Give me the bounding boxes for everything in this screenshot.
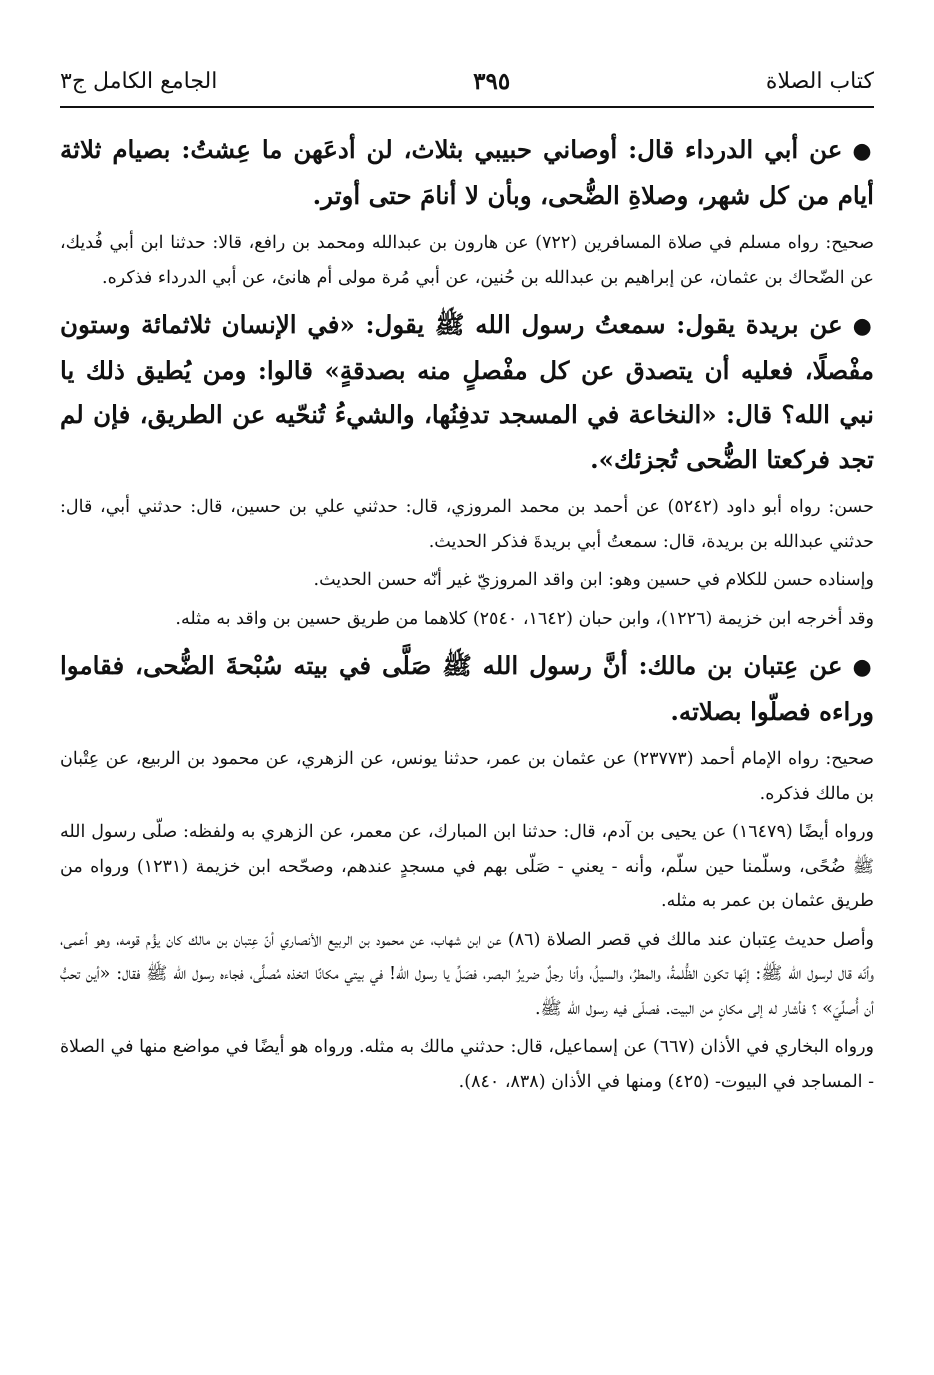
- page-header: [60, 62, 874, 100]
- hadith-paragraph: [60, 644, 874, 734]
- hadith-text: عن أبي الدرداء قال: أوصاني حبيبي بثلاث، لن أدعَهن ما عِشتُ: بصيام ثلاثة أيام من كل شهر، وصلاةِ الضُّحى، وبأن لا أنامَ حتى أوتر.: [60, 135, 874, 210]
- takhrij-note: صحيح: رواه مسلم في صلاة المسافرين (٧٢٢) عن هارون بن عبدالله ومحمد بن رافع، قالا: حدثنا ابن أبي فُديك، عن الضّحاك بن عثمان، عن إبراهيم بن عبدالله بن حُنين، عن أبي مُرة مولى أم هانئ، عن أبي الدرداء فذكره.: [60, 233, 874, 288]
- hadith-paragraph: [60, 128, 874, 218]
- bullet-icon: ●: [852, 138, 874, 164]
- takhrij-note: وأصل حديث عِتبان عند مالك في قصر الصلاة (٨٦) عن ابن شهاب، عن محمود بن الربيع الأنصاري أنّ عِتبان بن مالك كان يؤُم قومه، وهو أعمى، وأنّه قال لرسول الله ﷺ: إنّها تكون الظُّلمةُ، والمطرُ، والسيلُ، وأنا رجلٌ ضريرُ البصر، فصَلِّ يا رسول الله! في بيتي مكانًا اتخذه مُصلًّى، فجاءه رسول الله ﷺ فقال: «أين تحبُّ أن أُصلِّيَ» ؟ فأشار له إلى مكانٍ من البيت. فصلّى فيه رسول الله ﷺ.: [60, 929, 875, 1019]
- takhrij-note: ورواه أيضًا (١٦٤٧٩) عن يحيى بن آدم، قال: حدثنا ابن المبارك، عن معمر، عن الزهري به ولفظه: صلّى رسول الله ﷺ ضُحًى، وسلّمنا حين سلّم، وأنه - يعني - صَلّى بهم في مسجدٍ عندهم، وصحّحه ابن خزيمة (١٢٣١) ورواه من طريق عثمان بن عمر به مثله.: [60, 822, 875, 911]
- takhrij-note: وإسناده حسن للكلام في حسين وهو: ابن واقد المروزيّ غير أنّه حسن الحديث.: [313, 570, 874, 590]
- takhrij-note: حسن: رواه أبو داود (٥٢٤٢) عن أحمد بن محمد المروزي، قال: حدثني علي بن حسين، قال: حدثني أبي، قال: حدثني عبدالله بن بريدة، قال: سمعتُ أبي بريدةَ فذكر الحديث.: [60, 497, 874, 552]
- bullet-icon: ●: [852, 313, 874, 339]
- takhrij-note: وقد أخرجه ابن خزيمة (١٢٢٦)، وابن حبان (١٦٤٢، ٢٥٤٠) كلاهما من طريق حسين بن واقد به مثله.: [175, 608, 874, 629]
- hadith-text: عن عِتبان بن مالك: أنَّ رسول الله ﷺ صَلَّى في بيته سُبْحةَ الضُّحى، فقاموا وراءه فصلّوا بصلاته.: [60, 651, 874, 726]
- page-number: ٣٩٥: [473, 67, 511, 95]
- page-body: [60, 128, 874, 1099]
- hadith-text: عن بريدة يقول: سمعتُ رسول الله ﷺ يقول: «في الإنسان ثلاثمائة وستون مفْصلًا، فعليه أن يتصدق عن كل مفْصلٍ منه بصدقةٍ» قالوا: ومن يُطيق ذلك يا نبي الله؟ قال: «النخاعة في المسجد تدفِنُها، والشيءُ تُنحّيه عن الطريق، فإن لم تجد فركعتا الضُّحى تُجزئك».: [60, 310, 874, 474]
- hadith-paragraph: [60, 303, 874, 482]
- header-divider: [60, 106, 874, 108]
- takhrij-note: ورواه البخاري في الأذان (٦٦٧) عن إسماعيل، قال: حدثني مالك به مثله. ورواه هو أيضًا في مواضع منها في الصلاة - المساجد في البيوت- (٤٢٥) ومنها في الأذان (٨٣٨، ٨٤٠).: [60, 1037, 874, 1092]
- book-volume-title: الجامع الكامل ج٣: [60, 68, 218, 94]
- bullet-icon: ●: [852, 654, 875, 680]
- book-section-title: كتاب الصلاة: [765, 68, 874, 94]
- takhrij-note: صحيح: رواه الإمام أحمد (٢٣٧٧٣) عن عثمان بن عمر، حدثنا يونس، عن الزهري، عن محمود بن الربيع، عن عِتْبان بن مالك فذكره.: [60, 749, 874, 804]
